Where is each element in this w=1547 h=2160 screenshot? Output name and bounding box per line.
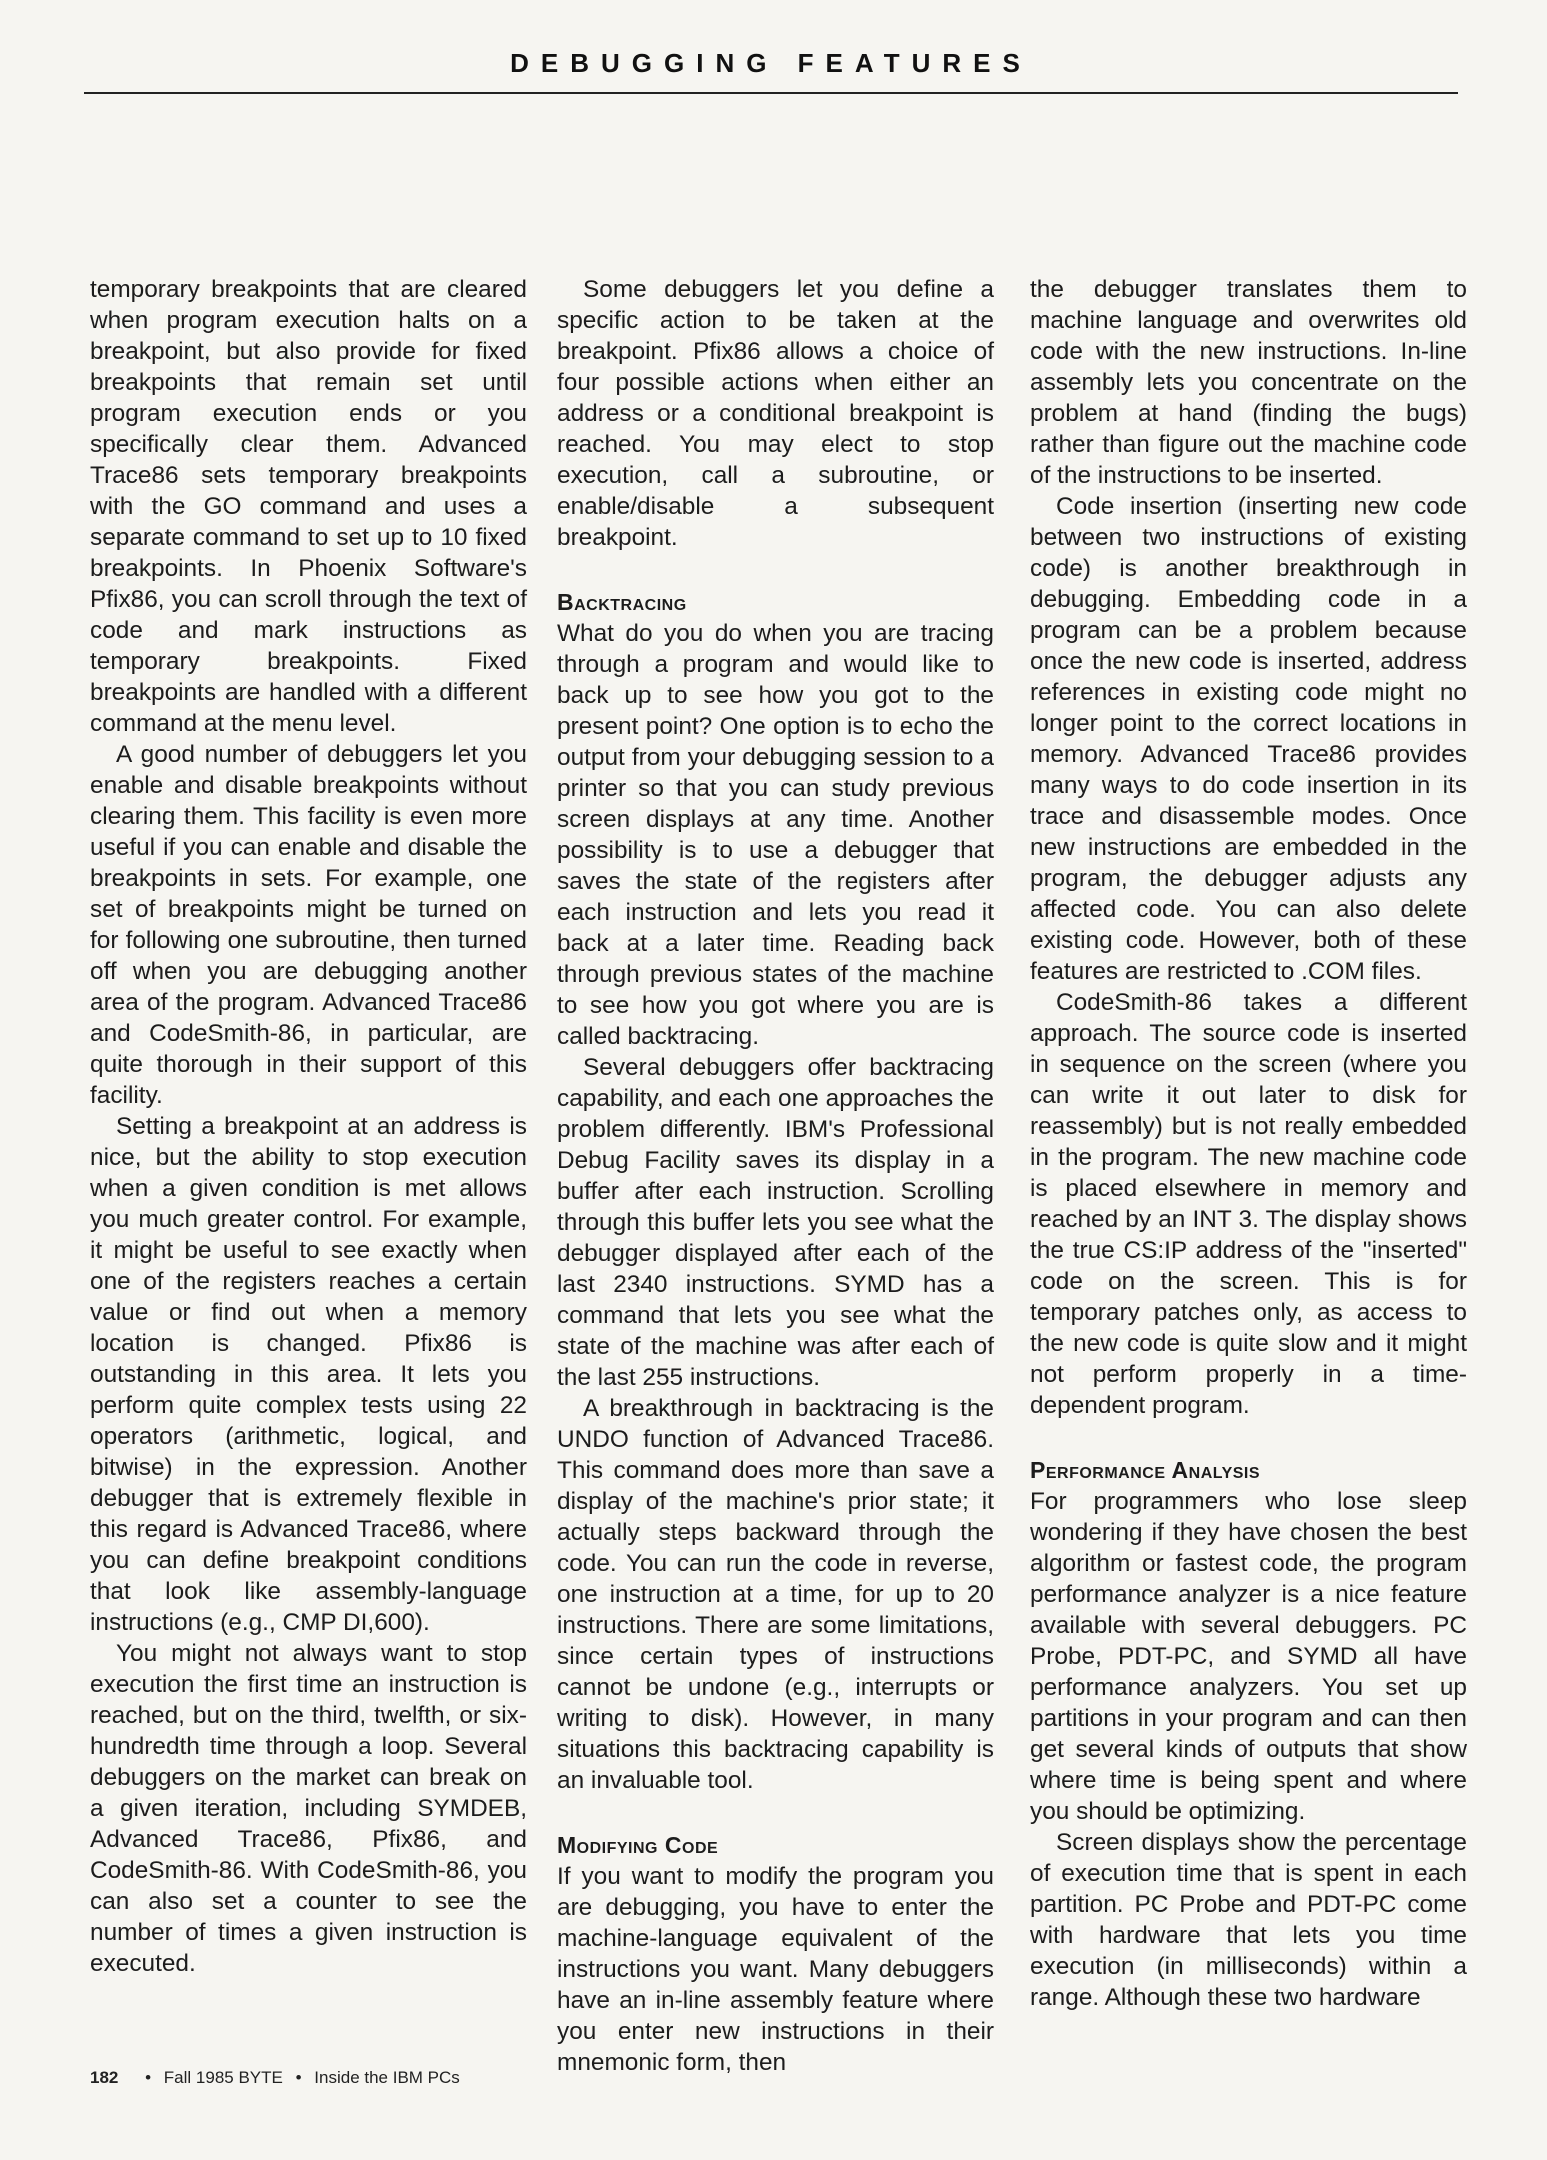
column-2	[557, 274, 994, 2078]
page-number: 182	[90, 2068, 119, 2087]
paragraph: Several debuggers offer backtracing capability, and each one approaches the problem differently. IBM's Professional Debug Facility saves its display in a buffer after each instruction. Scrolling through this buffer lets you see what the debugger displayed after each of the last 2340 instructions. SYMD has a command that lets you see what the state of the machine was after each of the last 255 instructions.	[557, 1054, 994, 1391]
paragraph: the debugger translates them to machine language and overwrites old code with the new instructions. In-line assembly lets you concentrate on the problem at hand (finding the bugs) rather than figure out the machine code of the instructions to be inserted.	[1030, 276, 1467, 489]
paragraph: What do you do when you are tracing through a program and would like to back up to see how you got to the present point? One option is to echo the output from your debugging session to a printer so that you can study previous screen displays at any time. Another possibility is to use a debugger that saves the state of the registers after each instruction and lets you read it back at a later time. Reading back through previous states of the machine to see how you got where you are is called backtracing.	[557, 620, 994, 1050]
paragraph: temporary breakpoints that are cleared when program execution halts on a breakpoint, but also provide for fixed breakpoints that remain set until program execution ends or you specifically clear them. Advanced Trace86 sets temporary breakpoints with the GO command and uses a separate command to set up to 10 fixed breakpoints. In Phoenix Software's Pfix86, you can scroll through the text of code and mark instructions as temporary breakpoints. Fixed breakpoints are handled with a different command at the menu level.	[90, 276, 527, 737]
column-3	[1030, 274, 1467, 2013]
section-header: DEBUGGING FEATURES	[510, 48, 1032, 78]
heading-performance-analysis: Performance Analysis	[1030, 1457, 1261, 1483]
heading-backtracing: Backtracing	[557, 589, 687, 615]
paragraph: Code insertion (inserting new code between two instructions of existing code) is another breakthrough in debugging. Embedding code in a program can be a problem because once the new code is inserted, address references in existing code might no longer point to the correct locations in memory. Advanced Trace86 provides many ways to do code insertion in its trace and disassemble modes. Once new instructions are embedded in the program, the debugger adjusts any affected code. You can also delete existing code. However, both of these features are restricted to .COM files.	[1030, 493, 1467, 985]
paragraph: Setting a breakpoint at an address is nice, but the ability to stop execution when a given condition is met allows you much greater control. For example, it might be useful to see exactly when one of the registers reaches a certain value or find out when a memory location is changed. Pfix86 is outstanding in this area. It lets you perform quite complex tests using 22 operators (arithmetic, logical, and bitwise) in the expression. Another debugger that is extremely flexible in this regard is Advanced Trace86, where you can define breakpoint conditions that look like assembly-language instructions (e.g., CMP DI,600).	[90, 1113, 527, 1636]
page-footer	[90, 2068, 460, 2088]
column-1	[90, 274, 527, 1979]
separator: •	[295, 2068, 302, 2087]
publication: Inside the IBM PCs	[314, 2068, 460, 2087]
paragraph: Screen displays show the percentage of execution time that is spent in each partition. PC Probe and PDT-PC come with hardware that lets you time execution (in milliseconds) within a range. Although these two hardware	[1030, 1829, 1467, 2011]
paragraph: Some debuggers let you define a specific action to be taken at the breakpoint. Pfix86 allows a choice of four possible actions when either an address or a conditional breakpoint is reached. You may elect to stop execution, call a subroutine, or enable/disable a subsequent breakpoint.	[557, 276, 994, 551]
heading-modifying-code: Modifying Code	[557, 1832, 719, 1858]
paragraph: A breakthrough in backtracing is the UNDO function of Advanced Trace86. This command does more than save a display of the machine's prior state; it actually steps backward through the code. You can run the code in reverse, one instruction at a time, for up to 20 instructions. There are some limitations, since certain types of instructions cannot be undone (e.g., interrupts or writing to disk). However, in many situations this backtracing capability is an invaluable tool.	[557, 1395, 994, 1794]
paragraph: You might not always want to stop execution the first time an instruction is reached, but on the third, twelfth, or six-hundredth time through a loop. Several debuggers on the market can break on a given iteration, including SYMDEB, Advanced Trace86, Pfix86, and CodeSmith-86. With CodeSmith-86, you can also set a counter to see the number of times a given instruction is executed.	[90, 1640, 527, 1977]
issue: Fall 1985 BYTE	[163, 2068, 283, 2087]
header-rule	[84, 92, 1458, 94]
paragraph: CodeSmith-86 takes a different approach. The source code is inserted in sequence on the screen (where you can write it out later to disk for reassembly) but is not really embedded in the program. The new machine code is placed elsewhere in memory and reached by an INT 3. The display shows the true CS:IP address of the "inserted" code on the screen. This is for temporary patches only, as access to the new code is quite slow and it might not perform properly in a time-dependent program.	[1030, 989, 1467, 1419]
paragraph: For programmers who lose sleep wondering if they have chosen the best algorithm or fastest code, the program performance analyzer is a nice feature available with several debuggers. PC Probe, PDT-PC, and SYMD all have performance analyzers. You set up partitions in your program and can then get several kinds of outputs that show where time is being spent and where you should be optimizing.	[1030, 1488, 1467, 1825]
paragraph: A good number of debuggers let you enable and disable breakpoints without clearing them. This facility is even more useful if you can enable and disable the breakpoints in sets. For example, one set of breakpoints might be turned on for following one subroutine, then turned off when you are debugging another area of the program. Advanced Trace86 and CodeSmith-86, in particular, are quite thorough in their support of this facility.	[90, 741, 527, 1109]
separator: •	[145, 2068, 152, 2087]
paragraph: If you want to modify the program you are debugging, you have to enter the machine-language equivalent of the instructions you want. Many debuggers have an in-line assembly feature where you enter new instructions in their mnemonic form, then	[557, 1863, 994, 2076]
